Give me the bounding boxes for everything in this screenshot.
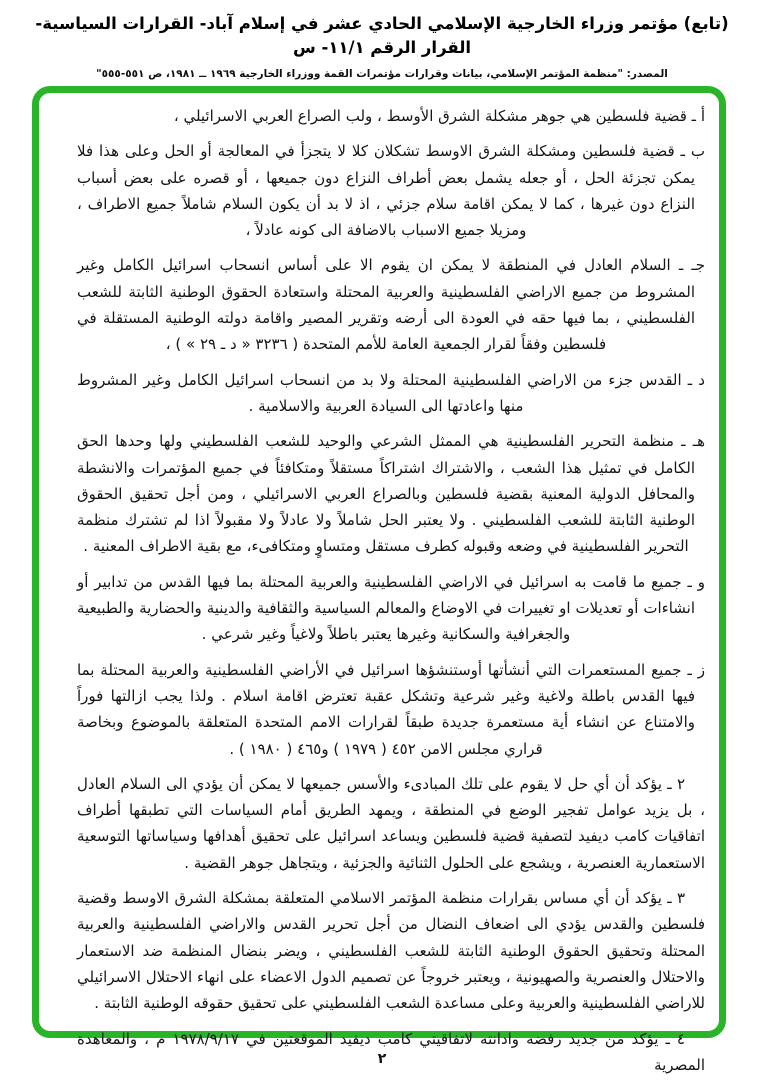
document-paragraph: د ـ القدس جزء من الاراضي الفلسطينية المحتلة ولا بد من انسحاب اسرائيل الكامل وغير المشروط منها واعادتها الى السيادة العربية والاسلامية .: [77, 370, 705, 415]
document-paragraph: و ـ جميع ما قامت به اسرائيل في الاراضي الفلسطينية والعربية المحتلة بما فيها القدس من تدابير أو انشاءات أو تعديلات او تغييرات في الاوضاع والمعالم السياسية والثقافية والدينية والحضارية والطبيعية والجغرافية والسكانية وغيرها يعتبر باطلاً ولاغياً وغير شرعي .: [77, 572, 705, 644]
highlight-border-box: [32, 86, 726, 1074]
document-paragraph: ٣ ـ يؤكد أن أي مساس بقرارات منظمة المؤتمر الاسلامي المتعلقة بمشكلة الشرق الاوسط وقضية فلسطين والقدس يؤدي الى اضعاف النضال من أجل تحرير القدس والاراضي الفلسطينية والعربية المحتلة وتحقيق الحقوق الوطنية الثابتة للشعب الفلسطيني ، ويضر بنضال المنظمة ضد الاستعمار والاحتلال والعنصرية والصهيونية ، ويعتبر خروجاً عن تصميم الدول الاعضاء على انهاء الاحتلال الاسرائيلي للاراضي الفلسطينية والعربية وعلى مساعدة الشعب الفلسطيني على تحقيق حقوقه الوطنية الثابتة .: [77, 889, 705, 1013]
document-paragraph: ٢ ـ يؤكد أن أي حل لا يقوم على تلك المبادىء والأسس جميعها لا يمكن أن يؤدي الى السلام العادل ، بل يزيد عوامل تفجير الوضع في المنطقة ، ويمهد الطريق أمام السياسات التي تطبقها أطراف اتفاقيات كامب ديفيد لتصفية قضية فلسطين ويساعد اسرائيل على تحقيق أهدافها وسياساتها التوسعية الاستعمارية العنصرية ، ويشجع على الحلول الثنائية والجزئية ، ويتجاهل جوهر القضية .: [77, 774, 705, 872]
document-paragraph: ز ـ جميع المستعمرات التي أنشأتها أوستنشؤها اسرائيل في الأراضي الفلسطينية والعربية المحتلة بما فيها القدس باطلة ولاغية وغير شرعية وتشكل عقبة تعترض اقامة اسلام . ولذا يجب ازالتها فوراً والامتناع عن انشاء أية مستعمرة جديدة طبقاً لقرارات الامم المتحدة المتعلقة بالموضوع وبخاصة قراري مجلس الامن ٤٥٢ ( ١٩٧٩ ) و٤٦٥ ( ١٩٨٠ ) .: [77, 660, 705, 758]
document-paragraph: هـ ـ منظمة التحرير الفلسطينية هي الممثل الشرعي والوحيد للشعب الفلسطيني ولها وحدها الحق الكامل في تمثيل هذا الشعب ، والاشتراك اشتراكاً مستقلاً ومتكافئاً في جميع المؤتمرات والانشطة والمحافل الدولية المعنية بقضية فلسطين وبالصراع العربي الاسرائيلي ، ومن أجل تحقيق الحقوق الوطنية الثابتة للشعب الفلسطيني . ولا يعتبر الحل شاملاً ولا عادلاً ولا مقبولاً اذا لم تشترك منظمة التحرير الفلسطينية في وضعه وقبوله كطرف مستقل ومتساوٍ ومتكافىء، مع بقية الاطراف المعنية .: [77, 432, 705, 556]
document-paragraph: جـ ـ السلام العادل في المنطقة لا يمكن ان يقوم الا على أساس انسحاب اسرائيل الكامل وغير المشروط من جميع الاراضي الفلسطينية والعربية المحتلة واستعادة الحقوق الوطنية الثابتة للشعب الفلسطيني ، بما فيها حقه في العودة الى أرضه وتقرير المصير واقامة دولته الوطنية المستقلة في فلسطين وفقاً لقرار الجمعية العامة للأمم المتحدة ( ٣٢٣٦ « د ـ ٢٩ » ) ،: [77, 256, 705, 354]
document-title: (تابع) مؤتمر وزراء الخارجية الإسلامي الحادي عشر في إسلام آباد- القرارات السياسية- القرار الرقم ١١/١- س: [35, 14, 729, 57]
document-source-line: المصدر: "منظمة المؤتمر الإسلامي، بيانات وقرارات مؤتمرات القمة ووزراء الخارجية ١٩٦٩ ــ ١٩٨١، ص ٥٥١-٥٥٥": [96, 68, 668, 80]
page-number: ٢: [377, 1051, 387, 1067]
page-header: [0, 12, 764, 80]
document-paragraph: ب ـ قضية فلسطين ومشكلة الشرق الاوسط تشكلان كلا لا يتجزأ في المعالجة أو الحل وعلى هذا فلا يمكن تجزئة الحل ، أو جعله يشمل بعض أطراف النزاع دون جميعها ، أو قصره على بعض أسباب النزاع دون غيرها ، كما لا يمكن اقامة سلام جزئي ، اذ لا بد أن يكون السلام شاملاً جميع الاطراف ، ومزيلا جميع الاسباب بالاضافة الى كونه عادلاً ،: [77, 142, 705, 240]
document-paragraph: ٤ ـ يؤكد من جديد رفضه وادانته لاتفاقيتي كامب ديفيد الموقعتين في ١٩٧٨/٩/١٧ م ، والمعاهدة المصرية: [77, 1029, 705, 1074]
document-body: [77, 103, 705, 1078]
document-paragraph: أ ـ قضية فلسطين هي جوهر مشكلة الشرق الأوسط ، ولب الصراع العربي الاسرائيلي ،: [173, 107, 705, 125]
